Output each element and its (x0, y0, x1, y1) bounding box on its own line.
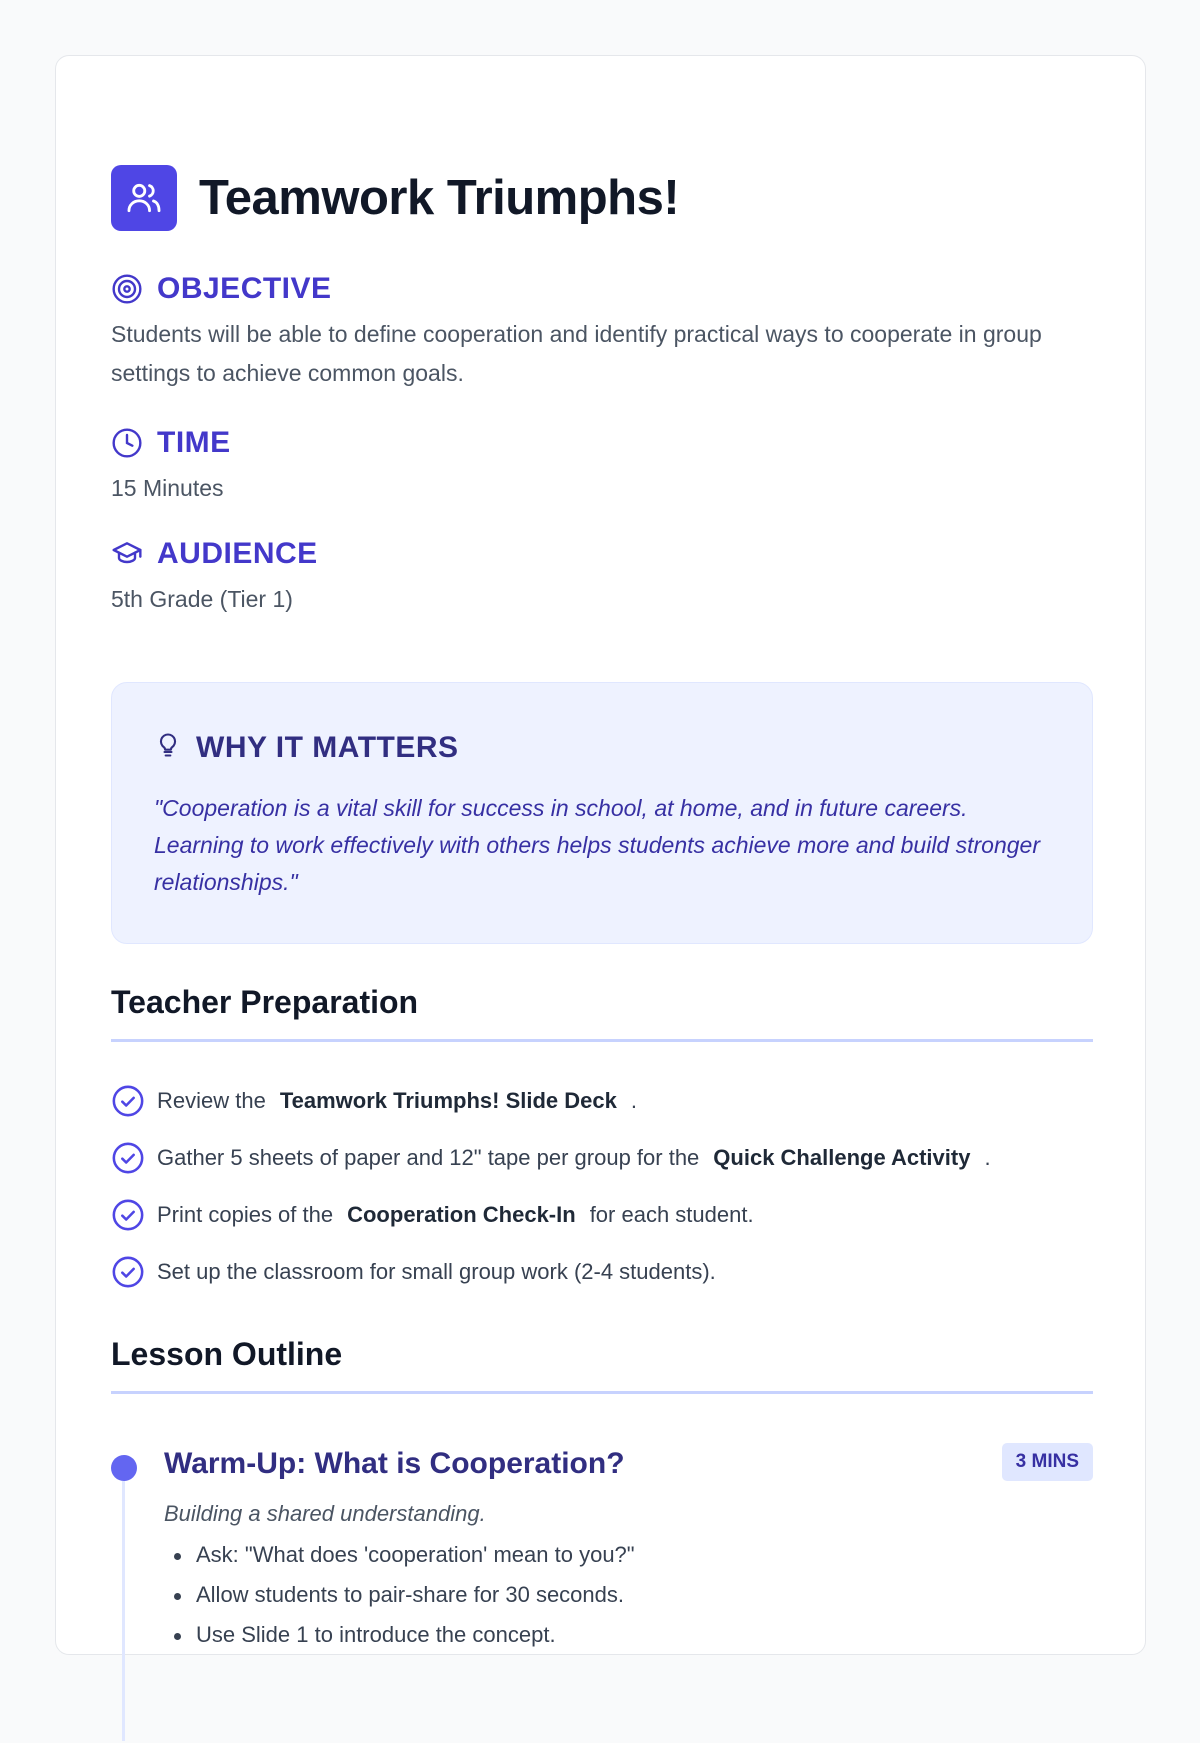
audience-text: 5th Grade (Tier 1) (111, 586, 293, 612)
outline-step (111, 1443, 1093, 1743)
prep-item (111, 1129, 1093, 1186)
prep-text-end: . (984, 1144, 991, 1170)
objective-text: Students will be able to define cooperation and identify practical ways to cooperate in group settings to achieve common goals. (111, 321, 1042, 386)
prep-item (111, 1072, 1093, 1129)
prep-text: Print copies of the (157, 1201, 334, 1227)
time-text: 15 Minutes (111, 475, 224, 501)
audience-section (111, 536, 1093, 619)
page-title: Teamwork Triumphs! (199, 171, 680, 225)
why-it-matters-panel (111, 682, 1093, 944)
step-bullet: Allow students to pair-share for 30 seconds. (164, 1575, 635, 1615)
prep-text-end: . (630, 1087, 637, 1113)
step-title: Warm-Up: What is Cooperation? (164, 1447, 625, 1480)
prep-text: Set up the classroom for small group work (2-4 students). (157, 1258, 716, 1284)
prep-list (111, 1072, 1093, 1300)
lesson-outline-heading: Lesson Outline (111, 1336, 1093, 1394)
prep-item (111, 1186, 1093, 1243)
step-bullet: Ask: "What does 'cooperation' mean to you?" (164, 1535, 635, 1575)
why-label: WHY IT MATTERS (196, 730, 459, 764)
objective-label: OBJECTIVE (157, 272, 332, 305)
timeline-dot (111, 1455, 137, 1481)
duration-badge: 3 MINS (1002, 1443, 1093, 1481)
clock-icon (111, 426, 145, 460)
target-icon (111, 272, 145, 306)
prep-text: Gather 5 sheets of paper and 12" tape per group for the (157, 1144, 700, 1170)
users-icon (111, 165, 177, 231)
lesson-card (55, 55, 1146, 1655)
objective-section (111, 271, 1093, 393)
check-circle-icon (111, 1198, 145, 1232)
teacher-preparation-heading: Teacher Preparation (111, 984, 1093, 1042)
audience-label: AUDIENCE (157, 537, 318, 570)
step-bullets (164, 1535, 635, 1655)
prep-resource: Teamwork Triumphs! Slide Deck (279, 1087, 617, 1113)
prep-text-end: for each student. (589, 1201, 754, 1227)
prep-resource: Quick Challenge Activity (713, 1144, 971, 1170)
graduation-cap-icon (111, 537, 145, 571)
step-subtitle: Building a shared understanding. (164, 1501, 486, 1526)
check-circle-icon (111, 1255, 145, 1289)
step-bullet: Use Slide 1 to introduce the concept. (164, 1615, 635, 1655)
timeline-line (122, 1481, 125, 1741)
prep-resource: Cooperation Check-In (347, 1201, 576, 1227)
lightbulb-icon (154, 729, 182, 766)
prep-text: Review the (157, 1087, 266, 1113)
lesson-header (111, 165, 679, 231)
time-section (111, 425, 1093, 508)
check-circle-icon (111, 1141, 145, 1175)
why-quote: "Cooperation is a vital skill for success in school, at home, and in future careers. Learning to work effectively with others helps students achieve more and build stronger relationships." (154, 795, 1040, 895)
prep-item (111, 1243, 1093, 1300)
time-label: TIME (157, 426, 231, 459)
check-circle-icon (111, 1084, 145, 1118)
